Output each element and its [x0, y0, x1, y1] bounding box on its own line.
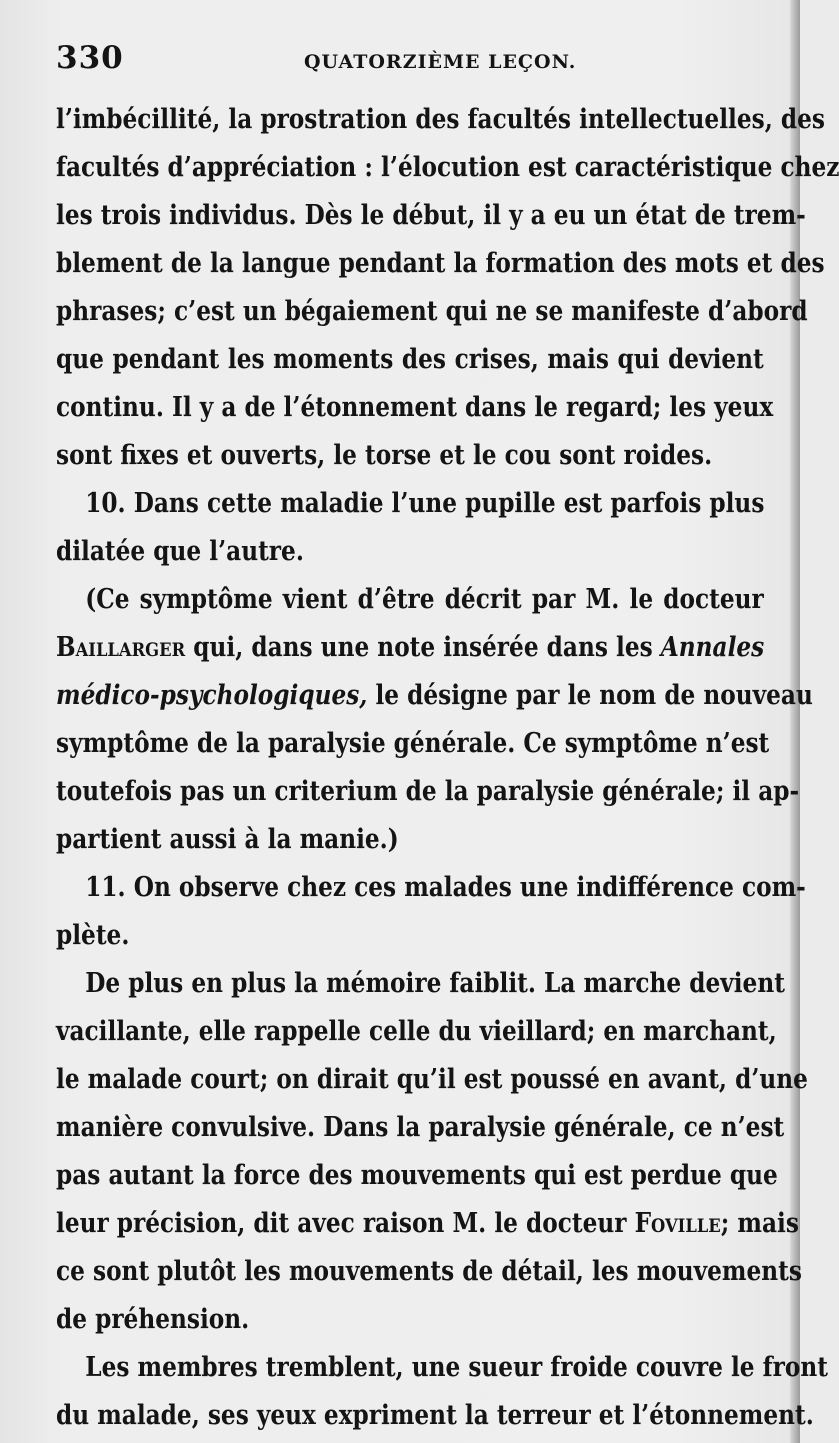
- text-line: (Ce symptôme vient d’être décrit par M. le docteur: [85, 584, 764, 615]
- text-line: que pendant les moments des crises, mais qui devient: [56, 344, 764, 375]
- text-line: ce sont plutôt les mouvements de détail, les mouvements: [56, 1256, 802, 1287]
- journal-title: médico-psychologiques,: [56, 680, 368, 711]
- text-line: Les membres tremblent, une sueur froide couvre le front: [85, 1352, 828, 1383]
- text-line: 10. Dans cette maladie l’une pupille est parfois plus: [85, 488, 765, 519]
- text-line: 11. On observe chez ces malades une indifférence com-: [85, 872, 806, 903]
- page-body: [56, 96, 839, 1440]
- text-line: manière convulsive. Dans la paralysie générale, ce n’est: [56, 1112, 785, 1143]
- text-line: plète.: [56, 920, 130, 951]
- author-name-baillarger: Baillarger: [56, 632, 186, 663]
- page-number: 330: [56, 40, 124, 76]
- author-name-foville: Foville: [634, 1208, 721, 1239]
- text-line: dilatée que l’autre.: [56, 536, 304, 567]
- text-line: médico-psychologiques, le désigne par le nom de nouveau: [56, 680, 813, 711]
- text-line: toutefois pas un criterium de la paralysie générale; il ap-: [56, 776, 800, 807]
- journal-title: Annales: [660, 632, 765, 663]
- text-line: De plus en plus la mémoire faiblit. La marche devient: [85, 968, 785, 999]
- text-line: symptôme de la paralysie générale. Ce symptôme n’est: [56, 728, 770, 759]
- text-line: vacillante, elle rappelle celle du vieillard; en marchant,: [56, 1016, 777, 1047]
- text-line: blement de la langue pendant la formation des mots et des: [56, 248, 825, 279]
- text-line: continu. Il y a de l’étonnement dans le regard; les yeux: [56, 392, 774, 423]
- text-line: sont fixes et ouverts, le torse et le cou sont roides.: [56, 440, 713, 471]
- text-line: phrases; c’est un bégaiement qui ne se manifeste d’abord: [56, 296, 808, 327]
- text-line: partient aussi à la manie.): [56, 824, 399, 855]
- text-line: Baillarger qui, dans une note insérée dans les Annales: [56, 632, 765, 663]
- text-line: du malade, ses yeux expriment la terreur et l’étonnement.: [56, 1400, 814, 1431]
- page-header: [56, 36, 760, 86]
- text-line: leur précision, dit avec raison M. le docteur Foville; mais: [56, 1208, 799, 1239]
- text-line: de préhension.: [56, 1304, 250, 1335]
- running-head: QUATORZIÈME LEÇON.: [304, 51, 577, 73]
- text-line: l’imbécillité, la prostration des facultés intellectuelles, des: [56, 104, 825, 135]
- text-line: facultés d’appréciation : l’élocution est caractéristique chez: [56, 152, 839, 183]
- text-line: le malade court; on dirait qu’il est poussé en avant, d’une: [56, 1064, 808, 1095]
- text-line: pas autant la force des mouvements qui est perdue que: [56, 1160, 778, 1191]
- text-line: les trois individus. Dès le début, il y a eu un état de trem-: [56, 200, 806, 231]
